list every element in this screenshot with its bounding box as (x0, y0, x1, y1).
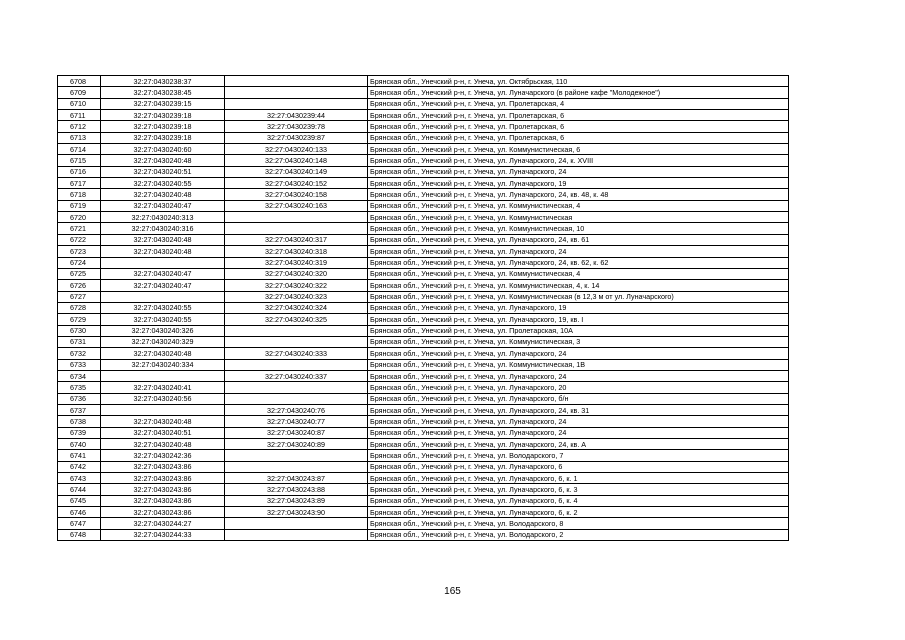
table-row (58, 439, 789, 450)
address: Брянская обл., Унечский р-н, г. Унеча, ул. Луначарского, 6, к. 1 (368, 473, 789, 484)
table-row (58, 166, 789, 177)
address: Брянская обл., Унечский р-н, г. Унеча, ул. Коммунистическая, 6 (368, 144, 789, 155)
related-cadastral-number (225, 450, 368, 461)
address: Брянская обл., Унечский р-н, г. Унеча, ул. Луначарского, 24, кв. А (368, 439, 789, 450)
table-row (58, 76, 789, 87)
address: Брянская обл., Унечский р-н, г. Унеча, ул. Луначарского (в районе кафе "Молодежное") (368, 87, 789, 98)
related-cadastral-number: 32:27:0430239:44 (225, 110, 368, 121)
cadastral-number: 32:27:0430240:51 (101, 166, 225, 177)
cadastral-number: 32:27:0430240:47 (101, 200, 225, 211)
address: Брянская обл., Унечский р-н, г. Унеча, ул. Луначарского, 19 (368, 302, 789, 313)
table-row (58, 291, 789, 302)
address: Брянская обл., Унечский р-н, г. Унеча, ул. Луначарского, 24 (368, 416, 789, 427)
address: Брянская обл., Унечский р-н, г. Унеча, ул. Володарского, 8 (368, 518, 789, 529)
cadastral-number: 32:27:0430239:18 (101, 132, 225, 143)
related-cadastral-number: 32:27:0430240:152 (225, 178, 368, 189)
cadastral-number: 32:27:0430242:36 (101, 450, 225, 461)
row-number: 6730 (58, 325, 101, 336)
address: Брянская обл., Унечский р-н, г. Унеча, ул. Луначарского, б/н (368, 393, 789, 404)
table-row (58, 212, 789, 223)
cadastral-number: 32:27:0430238:45 (101, 87, 225, 98)
address: Брянская обл., Унечский р-н, г. Унеча, ул. Луначарского, 24 (368, 370, 789, 381)
table-row (58, 359, 789, 370)
related-cadastral-number: 32:27:0430240:158 (225, 189, 368, 200)
row-number: 6714 (58, 144, 101, 155)
table-row (58, 450, 789, 461)
cadastral-number: 32:27:0430240:48 (101, 439, 225, 450)
table-row (58, 461, 789, 472)
row-number: 6735 (58, 382, 101, 393)
address: Брянская обл., Унечский р-н, г. Унеча, ул. Луначарского, 20 (368, 382, 789, 393)
cadastral-number: 32:27:0430240:313 (101, 212, 225, 223)
row-number: 6746 (58, 507, 101, 518)
table-row (58, 370, 789, 381)
cadastral-number: 32:27:0430240:48 (101, 348, 225, 359)
related-cadastral-number: 32:27:0430240:320 (225, 268, 368, 279)
address: Брянская обл., Унечский р-н, г. Унеча, ул. Луначарского, 24, кв. 61 (368, 234, 789, 245)
address: Брянская обл., Унечский р-н, г. Унеча, ул. Луначарского, 6, к. 2 (368, 507, 789, 518)
table-row (58, 87, 789, 98)
table-row (58, 257, 789, 268)
table-row (58, 404, 789, 415)
table-row (58, 223, 789, 234)
related-cadastral-number: 32:27:0430240:77 (225, 416, 368, 427)
table-row (58, 178, 789, 189)
cadastral-number: 32:27:0430240:55 (101, 302, 225, 313)
related-cadastral-number: 32:27:0430240:322 (225, 280, 368, 291)
related-cadastral-number: 32:27:0430240:324 (225, 302, 368, 313)
cadastral-number: 32:27:0430240:329 (101, 336, 225, 347)
table-row (58, 393, 789, 404)
related-cadastral-number: 32:27:0430240:133 (225, 144, 368, 155)
table-row (58, 507, 789, 518)
row-number: 6718 (58, 189, 101, 200)
row-number: 6733 (58, 359, 101, 370)
address: Брянская обл., Унечский р-н, г. Унеча, ул. Луначарского, 6, к. 4 (368, 495, 789, 506)
related-cadastral-number (225, 212, 368, 223)
related-cadastral-number (225, 393, 368, 404)
cadastral-number: 32:27:0430239:15 (101, 98, 225, 109)
cadastral-number (101, 291, 225, 302)
table-row (58, 268, 789, 279)
row-number: 6743 (58, 473, 101, 484)
table-row (58, 144, 789, 155)
row-number: 6734 (58, 370, 101, 381)
table-row (58, 484, 789, 495)
related-cadastral-number (225, 223, 368, 234)
related-cadastral-number (225, 359, 368, 370)
related-cadastral-number: 32:27:0430240:323 (225, 291, 368, 302)
related-cadastral-number: 32:27:0430243:87 (225, 473, 368, 484)
row-number: 6725 (58, 268, 101, 279)
row-number: 6726 (58, 280, 101, 291)
cadastral-number: 32:27:0430240:47 (101, 280, 225, 291)
cadastral-table (57, 75, 789, 541)
related-cadastral-number: 32:27:0430240:337 (225, 370, 368, 381)
address: Брянская обл., Унечский р-н, г. Унеча, ул. Коммунистическая, 4 (368, 268, 789, 279)
related-cadastral-number: 32:27:0430243:89 (225, 495, 368, 506)
related-cadastral-number: 32:27:0430240:76 (225, 404, 368, 415)
address: Брянская обл., Унечский р-н, г. Унеча, ул. Пролетарская, 10А (368, 325, 789, 336)
cadastral-number (101, 257, 225, 268)
table-row (58, 246, 789, 257)
row-number: 6708 (58, 76, 101, 87)
row-number: 6744 (58, 484, 101, 495)
related-cadastral-number: 32:27:0430240:325 (225, 314, 368, 325)
table-row (58, 234, 789, 245)
row-number: 6723 (58, 246, 101, 257)
address: Брянская обл., Унечский р-н, г. Унеча, ул. Коммунистическая, 10 (368, 223, 789, 234)
table-row (58, 155, 789, 166)
row-number: 6731 (58, 336, 101, 347)
related-cadastral-number (225, 518, 368, 529)
related-cadastral-number: 32:27:0430240:87 (225, 427, 368, 438)
cadastral-number: 32:27:0430240:316 (101, 223, 225, 234)
related-cadastral-number (225, 461, 368, 472)
cadastral-number: 32:27:0430240:51 (101, 427, 225, 438)
row-number: 6711 (58, 110, 101, 121)
row-number: 6739 (58, 427, 101, 438)
cadastral-number: 32:27:0430240:48 (101, 234, 225, 245)
row-number: 6721 (58, 223, 101, 234)
table-row (58, 348, 789, 359)
row-number: 6720 (58, 212, 101, 223)
address: Брянская обл., Унечский р-н, г. Унеча, ул. Луначарского, 24, к. XVIII (368, 155, 789, 166)
row-number: 6745 (58, 495, 101, 506)
related-cadastral-number: 32:27:0430240:317 (225, 234, 368, 245)
address: Брянская обл., Унечский р-н, г. Унеча, ул. Луначарского, 24 (368, 348, 789, 359)
cadastral-number: 32:27:0430240:48 (101, 416, 225, 427)
related-cadastral-number (225, 87, 368, 98)
related-cadastral-number: 32:27:0430240:319 (225, 257, 368, 268)
address: Брянская обл., Унечский р-н, г. Унеча, ул. Луначарского, 24 (368, 166, 789, 177)
row-number: 6716 (58, 166, 101, 177)
table-row (58, 132, 789, 143)
cadastral-number: 32:27:0430238:37 (101, 76, 225, 87)
table-row (58, 529, 789, 540)
cadastral-number: 32:27:0430240:326 (101, 325, 225, 336)
related-cadastral-number: 32:27:0430239:78 (225, 121, 368, 132)
cadastral-number: 32:27:0430243:86 (101, 473, 225, 484)
address: Брянская обл., Унечский р-н, г. Унеча, ул. Коммунистическая, 4, к. 14 (368, 280, 789, 291)
table-row (58, 325, 789, 336)
related-cadastral-number: 32:27:0430240:318 (225, 246, 368, 257)
address: Брянская обл., Унечский р-н, г. Унеча, ул. Луначарского, 24 (368, 427, 789, 438)
address: Брянская обл., Унечский р-н, г. Унеча, ул. Володарского, 7 (368, 450, 789, 461)
related-cadastral-number: 32:27:0430243:90 (225, 507, 368, 518)
related-cadastral-number: 32:27:0430239:87 (225, 132, 368, 143)
cadastral-number: 32:27:0430243:86 (101, 484, 225, 495)
table-row (58, 314, 789, 325)
table-row (58, 416, 789, 427)
row-number: 6709 (58, 87, 101, 98)
row-number: 6736 (58, 393, 101, 404)
related-cadastral-number: 32:27:0430243:88 (225, 484, 368, 495)
row-number: 6728 (58, 302, 101, 313)
cadastral-number: 32:27:0430240:60 (101, 144, 225, 155)
row-number: 6710 (58, 98, 101, 109)
row-number: 6742 (58, 461, 101, 472)
table-row (58, 280, 789, 291)
address: Брянская обл., Унечский р-н, г. Унеча, ул. Октябрьская, 110 (368, 76, 789, 87)
address: Брянская обл., Унечский р-н, г. Унеча, ул. Луначарского, 19, кв. I (368, 314, 789, 325)
table-row (58, 336, 789, 347)
related-cadastral-number (225, 382, 368, 393)
table-row (58, 121, 789, 132)
cadastral-number: 32:27:0430239:18 (101, 110, 225, 121)
cadastral-number: 32:27:0430243:86 (101, 507, 225, 518)
address: Брянская обл., Унечский р-н, г. Унеча, ул. Пролетарская, 6 (368, 132, 789, 143)
cadastral-number (101, 404, 225, 415)
table-row (58, 382, 789, 393)
address: Брянская обл., Унечский р-н, г. Унеча, ул. Коммунистическая (368, 212, 789, 223)
address: Брянская обл., Унечский р-н, г. Унеча, ул. Коммунистическая, 3 (368, 336, 789, 347)
related-cadastral-number (225, 76, 368, 87)
cadastral-table-body (58, 76, 789, 541)
address: Брянская обл., Унечский р-н, г. Унеча, ул. Коммунистическая (в 12,3 м от ул. Луначарского) (368, 291, 789, 302)
address: Брянская обл., Унечский р-н, г. Унеча, ул. Луначарского, 19 (368, 178, 789, 189)
cadastral-number: 32:27:0430240:55 (101, 314, 225, 325)
cadastral-number: 32:27:0430240:334 (101, 359, 225, 370)
address: Брянская обл., Унечский р-н, г. Унеча, ул. Пролетарская, 4 (368, 98, 789, 109)
related-cadastral-number: 32:27:0430240:149 (225, 166, 368, 177)
row-number: 6722 (58, 234, 101, 245)
address: Брянская обл., Унечский р-н, г. Унеча, ул. Пролетарская, 6 (368, 110, 789, 121)
related-cadastral-number (225, 325, 368, 336)
row-number: 6712 (58, 121, 101, 132)
address: Брянская обл., Унечский р-н, г. Унеча, ул. Луначарского, 24, кв. 48, к. 48 (368, 189, 789, 200)
related-cadastral-number: 32:27:0430240:148 (225, 155, 368, 166)
row-number: 6740 (58, 439, 101, 450)
related-cadastral-number (225, 529, 368, 540)
row-number: 6732 (58, 348, 101, 359)
row-number: 6713 (58, 132, 101, 143)
row-number: 6715 (58, 155, 101, 166)
cadastral-number: 32:27:0430240:56 (101, 393, 225, 404)
cadastral-number: 32:27:0430240:48 (101, 189, 225, 200)
cadastral-number: 32:27:0430243:86 (101, 461, 225, 472)
cadastral-number: 32:27:0430244:27 (101, 518, 225, 529)
address: Брянская обл., Унечский р-н, г. Унеча, ул. Луначарского, 24, кв. 31 (368, 404, 789, 415)
table-row (58, 98, 789, 109)
cadastral-number: 32:27:0430240:55 (101, 178, 225, 189)
cadastral-number: 32:27:0430244:33 (101, 529, 225, 540)
row-number: 6729 (58, 314, 101, 325)
row-number: 6748 (58, 529, 101, 540)
related-cadastral-number: 32:27:0430240:89 (225, 439, 368, 450)
table-row (58, 200, 789, 211)
address: Брянская обл., Унечский р-н, г. Унеча, ул. Володарского, 2 (368, 529, 789, 540)
related-cadastral-number: 32:27:0430240:163 (225, 200, 368, 211)
related-cadastral-number (225, 98, 368, 109)
row-number: 6717 (58, 178, 101, 189)
related-cadastral-number (225, 336, 368, 347)
address: Брянская обл., Унечский р-н, г. Унеча, ул. Коммунистическая, 1В (368, 359, 789, 370)
cadastral-number: 32:27:0430240:41 (101, 382, 225, 393)
related-cadastral-number: 32:27:0430240:333 (225, 348, 368, 359)
address: Брянская обл., Унечский р-н, г. Унеча, ул. Пролетарская, 6 (368, 121, 789, 132)
cadastral-number: 32:27:0430243:86 (101, 495, 225, 506)
table-row (58, 495, 789, 506)
row-number: 6741 (58, 450, 101, 461)
cadastral-number: 32:27:0430240:48 (101, 155, 225, 166)
row-number: 6727 (58, 291, 101, 302)
page-number: 165 (444, 586, 461, 597)
row-number: 6724 (58, 257, 101, 268)
cadastral-number: 32:27:0430240:47 (101, 268, 225, 279)
row-number: 6719 (58, 200, 101, 211)
table-row (58, 189, 789, 200)
cadastral-number: 32:27:0430239:18 (101, 121, 225, 132)
table-row (58, 110, 789, 121)
row-number: 6747 (58, 518, 101, 529)
address: Брянская обл., Унечский р-н, г. Унеча, ул. Луначарского, 6 (368, 461, 789, 472)
cadastral-number: 32:27:0430240:48 (101, 246, 225, 257)
row-number: 6738 (58, 416, 101, 427)
row-number: 6737 (58, 404, 101, 415)
address: Брянская обл., Унечский р-н, г. Унеча, ул. Луначарского, 6, к. 3 (368, 484, 789, 495)
address: Брянская обл., Унечский р-н, г. Унеча, ул. Луначарского, 24, кв. 62, к. 62 (368, 257, 789, 268)
address: Брянская обл., Унечский р-н, г. Унеча, ул. Коммунистическая, 4 (368, 200, 789, 211)
address: Брянская обл., Унечский р-н, г. Унеча, ул. Луначарского, 24 (368, 246, 789, 257)
table-row (58, 302, 789, 313)
table-row (58, 518, 789, 529)
cadastral-number (101, 370, 225, 381)
table-row (58, 473, 789, 484)
table-row (58, 427, 789, 438)
